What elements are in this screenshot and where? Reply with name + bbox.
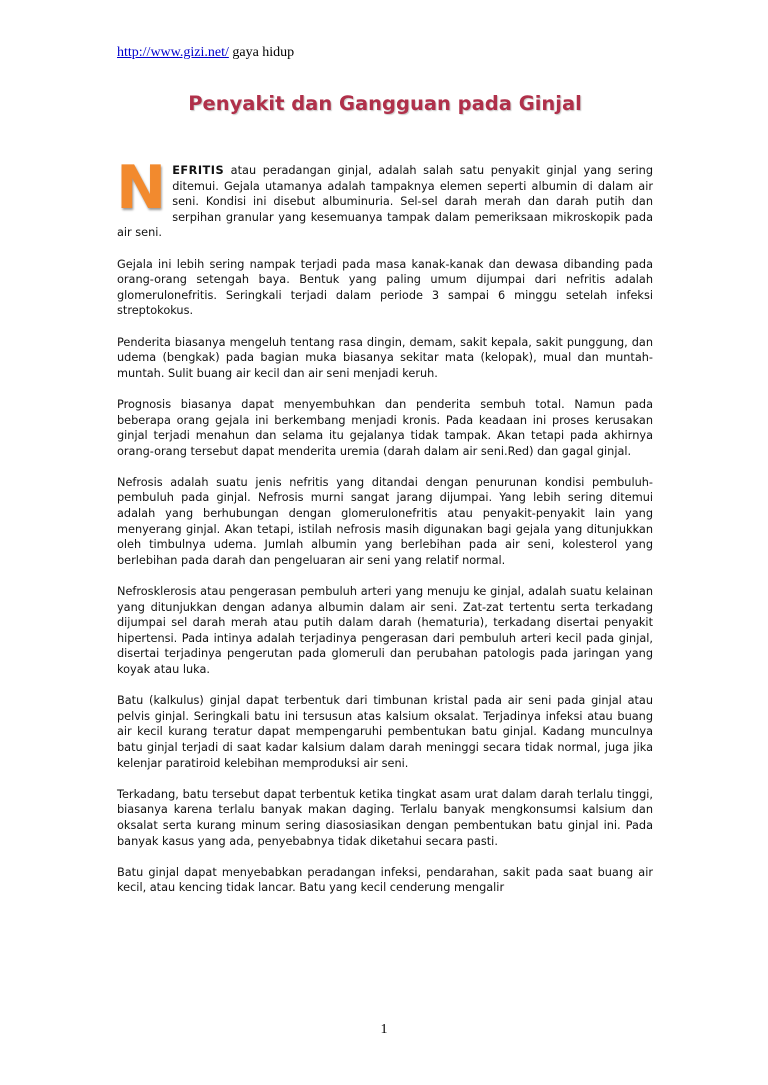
paragraph-9: Batu ginjal dapat menyebabkan peradangan infeksi, pendarahan, sakit pada saat buang air kecil, atau kencing tidak lancar. Batu yang kecil cenderung mengalir	[117, 865, 653, 895]
paragraph-1	[116, 153, 653, 241]
paragraph-7: Batu (kalkulus) ginjal dapat terbentuk dari timbunan kristal pada air seni pada ginjal atau pelvis ginjal. Seringkali batu ini tersusun atas kalsium oksalat. Terjadinya infeksi atau buang air kecil kurang teratur dapat mempengaruhi pembentukan batu ginjal. Kadang munculnya batu ginjal terjadi di saat kadar kalsium dalam darah meninggi secara tidak normal, juga jika kelenjar paratiroid kelebihan memproduksi air seni.	[117, 694, 653, 770]
paragraph-1-text: atau peradangan ginjal, adalah salah satu penyakit ginjal yang sering ditemui. Gejala utamanya adalah tampaknya elemen seperti albumin di dalam air seni. Kondisi ini disebut albuminuria. Sel-sel darah merah dan darah putih dan serpihan granular yang kesemuanya tampak dalam pemeriksaan mikroskopik pada air seni.	[117, 164, 653, 240]
paragraph-4: Prognosis biasanya dapat menyembuhkan dan penderita sembuh total. Namun pada beberapa orang gejala ini berkembang menjadi kronis. Pada keadaan ini proses kerusakan ginjal terjadi menahun dan selama itu gejalanya tidak tampak. Akan tetapi pada akhirnya orang-orang tersebut dapat menderita uremia (darah dalam air seni.Red) dan gagal ginjal.	[117, 397, 653, 458]
page-number: 1	[380, 1022, 388, 1037]
paragraph-3: Penderita biasanya mengeluh tentang rasa dingin, demam, sakit kepala, sakit punggung, dan udema (bengkak) pada bagian muka biasanya sekitar mata (kelopak), mual dan muntah-muntah. Sulit buang air kecil dan air seni menjadi keruh.	[117, 335, 653, 380]
paragraph-8: Terkadang, batu tersebut dapat terbentuk ketika tingkat asam urat dalam darah terlalu tinggi, biasanya karena terlalu banyak makan daging. Terlalu banyak mengkonsumsi kalsium dan oksalat serta kurang minum sering diasosiasikan dengan pembentukan batu ginjal ini. Pada banyak kasus yang ada, penyebabnya tidak diketahui secara pasti.	[117, 787, 653, 848]
page-header	[117, 45, 294, 61]
drop-cap: N	[116, 153, 167, 223]
article-title: Penyakit dan Gangguan pada Ginjal	[188, 92, 582, 115]
article-body	[116, 153, 653, 912]
paragraph-6: Nefrosklerosis atau pengerasan pembuluh arteri yang menuju ke ginjal, adalah suatu kelainan yang ditunjukkan dengan adanya albumin dalam air seni. Zat-zat tertentu serta terkadang dijumpai sel darah merah atau putih dalam darah (hematuria), terkadang disertai penyakit hipertensi. Pada intinya adalah terjadinya pengerasan dari pembuluh arteri kecil pada ginjal, disertai terjadinya pengerutan pada glomeruli dan perubahan patologis pada jaringan yang koyak atau luka.	[117, 585, 653, 676]
source-link[interactable]: http://www.gizi.net/	[117, 45, 229, 60]
paragraph-5: Nefrosis adalah suatu jenis nefritis yang ditandai dengan penurunan kondisi pembuluh-pembuluh pada ginjal. Nefrosis murni sangat jarang dijumpai. Yang lebih sering ditemui adalah yang berhubungan dengan glomerulonefritis atau penyakit-penyakit lain yang menyerang ginjal. Akan tetapi, istilah nefrosis masih digunakan bagi gejala yang ditunjukkan oleh timbulnya udema. Jumlah albumin yang berlebihan pada air seni, kolesterol yang berlebihan pada darah dan pengeluaran air seni yang relatif normal.	[117, 475, 653, 567]
header-section: gaya hidup	[232, 45, 295, 60]
paragraph-2: Gejala ini lebih sering nampak terjadi pada masa kanak-kanak dan dewasa dibanding pada orang-orang setengah baya. Bentuk yang paling umum dijumpai dari nefritis adalah glomerulonefritis. Seringkali terjadi dalam periode 3 sampai 6 minggu setelah infeksi streptokokus.	[117, 257, 653, 318]
lead-word: EFRITIS	[172, 164, 225, 177]
